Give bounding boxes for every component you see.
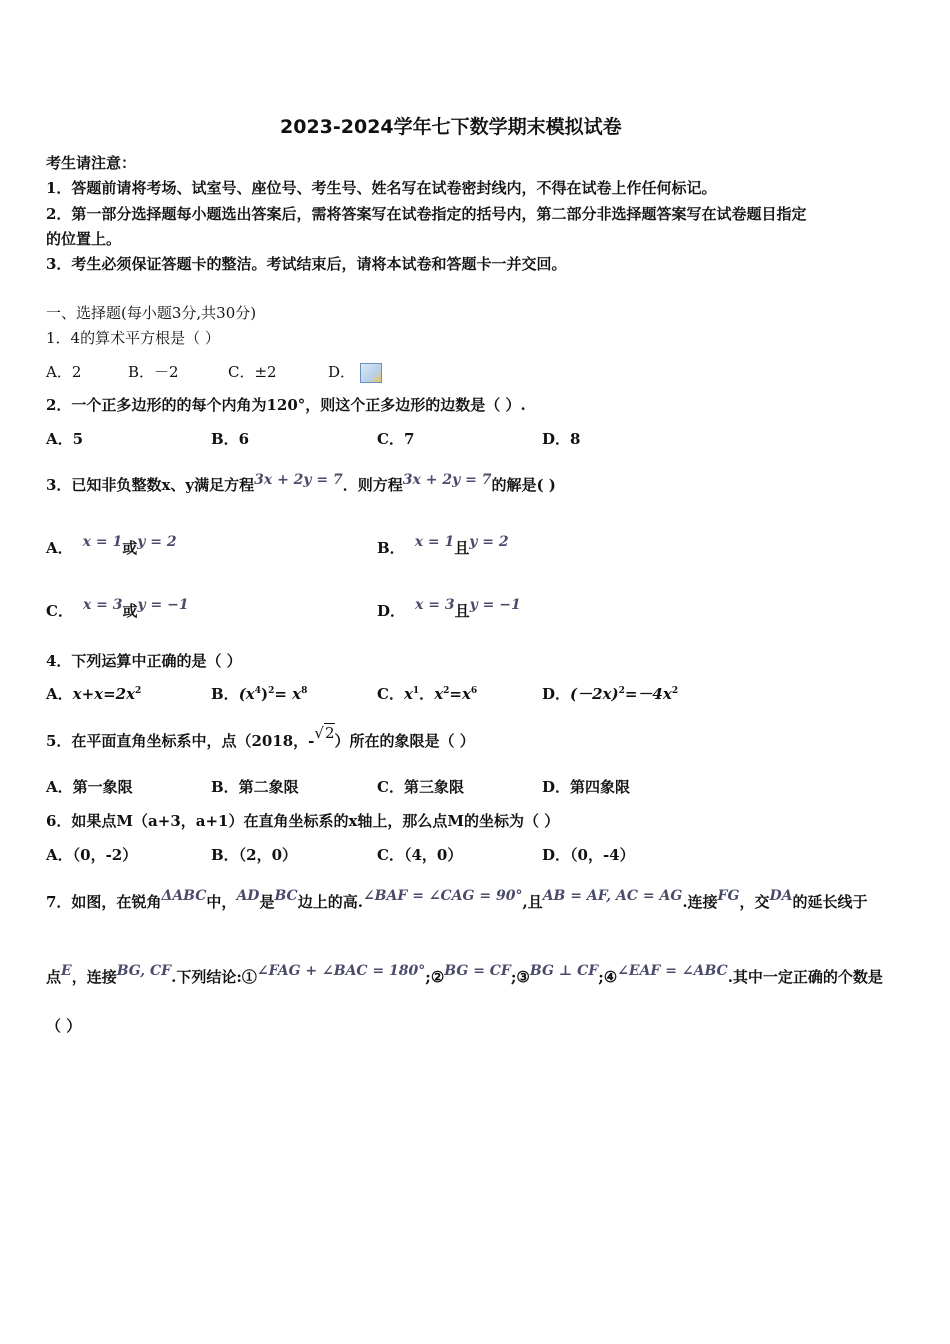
q7-math-ad: AD [236, 888, 260, 904]
q3-option-b [377, 534, 509, 558]
q4-option-b-exp2: 2 [268, 686, 275, 696]
q3-option-a-join: 或 [122, 539, 138, 557]
q7-text-1: 7．如图，在锐角 [46, 893, 162, 911]
q4-option-c-exp3: 6 [470, 686, 478, 696]
q4-option-a [46, 683, 141, 704]
q4-option-a-expr: x+x=2x [72, 685, 136, 703]
q7-text-3: 是 [259, 893, 275, 911]
q3-option-c-label: C． [46, 602, 73, 620]
q6-option-b: B．（2，0） [211, 846, 298, 864]
q4-option-d-eq: =－4x [624, 685, 672, 703]
q3-option-b-y: y = 2 [469, 534, 509, 550]
q3-option-d-x: x = 3 [415, 597, 455, 613]
q7-math-bc: BC [274, 888, 298, 904]
q3-stem-post: 的解是( ) [491, 476, 556, 494]
q4-option-a-exp: 2 [135, 686, 142, 696]
q7-line2-text-6: ;④ [598, 968, 618, 986]
q6-stem: 6．如果点M（a+3，a+1）在直角坐标系的x轴上，那么点M的坐标为（ ） [46, 812, 560, 830]
q3-option-a-label: A． [46, 539, 73, 557]
q5-option-d: D．第四象限 [542, 778, 631, 796]
q4-option-b-exp1: 4 [254, 686, 261, 696]
q4-option-c-eq: =x [449, 685, 471, 703]
q7-math-da: DA [769, 888, 793, 904]
q6-option-c: C．（4，0） [377, 846, 463, 864]
q7-stem-line-2 [46, 963, 883, 987]
notice-item-3: 3．考生必须保证答题卡的整洁。考试结束后，请将本试卷和答题卡一并交回。 [46, 255, 567, 273]
q4-option-c-label: C． [377, 685, 404, 703]
q1-option-b: B．－2 [128, 363, 179, 381]
q3-option-b-join: 且 [454, 539, 470, 557]
q3-equation-1: 3x + 2y = 7 [254, 472, 343, 488]
q3-stem-mid: ．则方程 [342, 476, 403, 494]
q1-option-d [328, 361, 382, 383]
q4-option-a-label: A． [46, 685, 73, 703]
q7-line2-math-bg-eq-cf: BG = CF [444, 963, 511, 979]
q7-text-8: 的延长线于 [792, 893, 868, 911]
q7-line2-math-perp: BG ⊥ CF [529, 963, 599, 979]
q2-option-b: B．6 [211, 430, 250, 448]
q6-option-d: D．（0，-4） [542, 846, 635, 864]
q7-text-2: 中， [206, 893, 237, 911]
q2-option-c: C．7 [377, 430, 415, 448]
notice-heading: 考生请注意： [46, 154, 137, 172]
q4-option-d-exp2: 2 [671, 686, 679, 696]
q7-line2-text-7: .其中一定正确的个数是 [727, 968, 883, 986]
q7-line2-text-3: .下列结论:① [171, 968, 257, 986]
q7-text-4: 边上的高. [297, 893, 363, 911]
q1-stem: 1．4的算术平方根是（ ） [46, 329, 220, 347]
q1-option-c: C．±2 [228, 363, 277, 381]
q3-option-a [46, 534, 177, 558]
q3-option-b-x: x = 1 [414, 534, 455, 550]
q3-stem [46, 474, 556, 495]
q3-option-d [377, 597, 521, 621]
q7-math-angles: ∠BAF = ∠CAG = 90° [362, 888, 523, 904]
q6-option-a: A．（0，-2） [46, 846, 138, 864]
q4-option-c-x1: x [403, 685, 413, 703]
q7-math-sides: AB = AF, AC = AG [542, 888, 683, 904]
q3-option-c-y: y = −1 [137, 597, 189, 613]
q4-option-d-label: D． [542, 685, 571, 703]
q7-stem-line-1 [46, 888, 868, 912]
q4-option-c-dot: ． [419, 685, 435, 703]
q4-option-d-base: (－2x) [570, 685, 619, 703]
q3-option-a-x: x = 1 [82, 534, 123, 550]
notice-item-1: 1．答题前请将考场、试室号、座位号、考生号、姓名写在试卷密封线内，不得在试卷上作任何标记。 [46, 179, 717, 197]
q3-option-c-join: 或 [122, 602, 138, 620]
q7-line2-text-2: ，连接 [71, 968, 117, 986]
notice-item-2-cont: 的位置上。 [46, 230, 122, 248]
sqrt-symbol: √2 [314, 724, 335, 742]
q4-option-b-exp3: 8 [301, 686, 308, 696]
q3-stem-pre: 3．已知非负整数x、y满足方程 [46, 476, 255, 494]
q4-option-c-exp1: 1 [412, 686, 420, 696]
q3-option-a-y: y = 2 [137, 534, 177, 550]
q7-line2-text-5: ;③ [510, 968, 530, 986]
q5-stem-post: ）所在的象限是（ ） [334, 732, 475, 750]
q4-stem: 4．下列运算中正确的是（ ） [46, 652, 242, 670]
q3-option-c [46, 597, 189, 621]
q7-line2-math-angle-sum: ∠FAG + ∠BAC = 180° [256, 963, 426, 979]
q3-equation-2: 3x + 2y = 7 [402, 472, 492, 488]
q4-option-b-eq: = x [274, 685, 302, 703]
q7-line2-text-1: 点 [46, 968, 62, 986]
notice-item-2: 2．第一部分选择题每小题选出答案后，需将答案写在试卷指定的括号内，第二部分非选择题答案写在试卷题目指定 [46, 205, 807, 223]
q1-option-d-label: D． [328, 363, 356, 381]
q4-option-b [211, 683, 307, 704]
q5-stem [46, 724, 475, 751]
q3-option-c-x: x = 3 [82, 597, 123, 613]
q1-option-a: A．2 [46, 363, 82, 381]
q3-option-d-join: 且 [454, 602, 470, 620]
q7-math-fg: FG [717, 888, 740, 904]
q7-line2-text-4: ;② [425, 968, 445, 986]
q5-stem-pre: 5．在平面直角坐标系中，点（2018，- [46, 732, 315, 750]
q2-option-a: A．5 [46, 430, 84, 448]
q7-line2-math-angle-eq: ∠EAF = ∠ABC [617, 963, 728, 979]
q3-option-d-y: y = −1 [469, 597, 521, 613]
q7-text-5: ,且 [522, 893, 543, 911]
q7-answer-bracket: （ ） [46, 1017, 82, 1035]
q4-option-c [377, 683, 477, 704]
q4-option-d-exp1: 2 [618, 686, 625, 696]
q2-stem: 2．一个正多边形的的每个内角为120°，则这个正多边形的边数是（ ）. [46, 396, 526, 414]
q3-option-d-label: D． [377, 602, 406, 620]
q4-option-b-label: B． [211, 685, 239, 703]
q4-option-d [542, 683, 678, 704]
q4-option-b-close: ) [261, 685, 269, 703]
broken-image-icon [360, 363, 382, 383]
q4-option-c-exp2: 2 [443, 686, 450, 696]
q5-radicand: 2 [324, 724, 335, 742]
page-title: 2023-2024学年七下数学期末模拟试卷 [280, 116, 622, 138]
q7-line2-math-bgcf: BG, CF [116, 963, 172, 979]
q5-option-a: A．第一象限 [46, 778, 133, 796]
q3-option-b-label: B． [377, 539, 405, 557]
q4-option-b-base: (x [238, 685, 255, 703]
q4-option-c-x2: x [434, 685, 444, 703]
q7-math-triangle: ΔABC [161, 888, 207, 904]
q7-text-6: .连接 [682, 893, 718, 911]
q7-line2-math-e: E [61, 963, 72, 979]
q5-option-c: C．第三象限 [377, 778, 464, 796]
section-heading: 一、选择题(每小题3分,共30分) [46, 304, 257, 322]
q2-option-d: D．8 [542, 430, 581, 448]
q7-text-7: ，交 [739, 893, 770, 911]
q5-option-b: B．第二象限 [211, 778, 299, 796]
